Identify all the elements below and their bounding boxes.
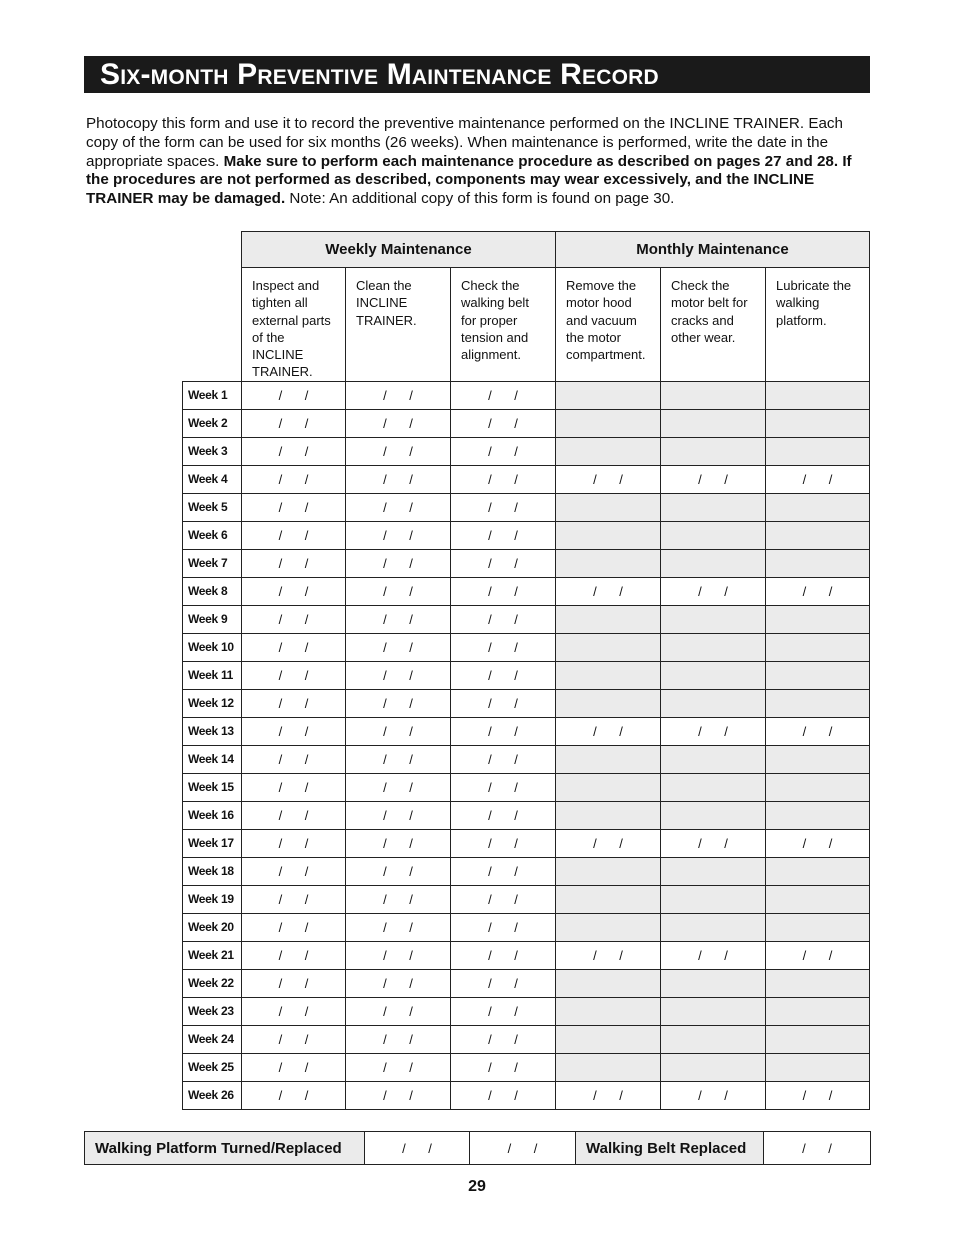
date-cell[interactable]: / / <box>451 773 556 801</box>
week-label: Week 14 <box>183 745 242 773</box>
date-cell[interactable]: / / <box>451 745 556 773</box>
date-cell[interactable]: / / <box>242 801 346 829</box>
date-cell[interactable]: / / <box>346 829 451 857</box>
shaded-cell <box>556 1053 661 1081</box>
date-cell[interactable]: / / <box>242 633 346 661</box>
table-row <box>183 997 870 1025</box>
shaded-cell <box>556 969 661 997</box>
date-cell[interactable]: / / <box>242 549 346 577</box>
date-cell[interactable]: / / <box>346 997 451 1025</box>
date-cell[interactable]: / / <box>346 1025 451 1053</box>
shaded-cell <box>766 857 870 885</box>
week-label: Week 24 <box>183 1025 242 1053</box>
date-cell[interactable]: / / <box>346 465 451 493</box>
date-cell[interactable]: / / <box>766 941 870 969</box>
date-cell[interactable]: / / <box>766 717 870 745</box>
date-cell[interactable]: / / <box>451 521 556 549</box>
shaded-cell <box>661 689 766 717</box>
date-cell[interactable]: / / <box>242 577 346 605</box>
date-cell[interactable]: / / <box>346 381 451 409</box>
shaded-cell <box>766 661 870 689</box>
date-cell[interactable]: / / <box>451 829 556 857</box>
date-cell[interactable]: / / <box>451 549 556 577</box>
shaded-cell <box>766 969 870 997</box>
week-label: Week 10 <box>183 633 242 661</box>
date-cell[interactable]: / / <box>242 409 346 437</box>
week-label: Week 5 <box>183 493 242 521</box>
task-check-belt: Check the walking belt for proper tension and alignment. <box>451 268 556 382</box>
table-row <box>183 1053 870 1081</box>
date-cell[interactable]: / / <box>242 437 346 465</box>
shaded-cell <box>661 605 766 633</box>
table-row <box>183 689 870 717</box>
date-cell[interactable]: / / <box>346 801 451 829</box>
table-row <box>183 493 870 521</box>
date-cell[interactable]: / / <box>346 605 451 633</box>
belt-date[interactable]: / / <box>764 1132 871 1165</box>
platform-date-1[interactable]: / / <box>365 1132 470 1165</box>
belt-label: Walking Belt Replaced <box>576 1132 764 1165</box>
shaded-cell <box>556 745 661 773</box>
shaded-cell <box>661 1053 766 1081</box>
shaded-cell <box>766 1053 870 1081</box>
shaded-cell <box>556 773 661 801</box>
table-row <box>183 829 870 857</box>
shaded-cell <box>556 857 661 885</box>
maintenance-table <box>182 231 870 1110</box>
date-cell[interactable]: / / <box>451 689 556 717</box>
intro-text-1: Photocopy this form and use it to record the preventive maintenance performed on the INCLINE TRAINER. Each copy of the form can be used for six months (26 weeks). When maintenance is performed, write the date in the appropriate spaces. <box>86 115 843 170</box>
shaded-cell <box>661 1025 766 1053</box>
date-cell[interactable]: / / <box>661 577 766 605</box>
table-row <box>183 801 870 829</box>
date-cell[interactable]: / / <box>346 577 451 605</box>
date-cell[interactable]: / / <box>556 941 661 969</box>
shaded-cell <box>766 773 870 801</box>
week-label: Week 9 <box>183 605 242 633</box>
shaded-cell <box>556 661 661 689</box>
table-row <box>183 661 870 689</box>
date-cell[interactable]: / / <box>346 941 451 969</box>
shaded-cell <box>556 913 661 941</box>
date-cell[interactable]: / / <box>451 941 556 969</box>
week-label: Week 21 <box>183 941 242 969</box>
date-cell[interactable]: / / <box>451 1081 556 1109</box>
date-cell[interactable]: / / <box>451 437 556 465</box>
date-cell[interactable]: / / <box>242 745 346 773</box>
shaded-cell <box>556 689 661 717</box>
date-cell[interactable]: / / <box>346 885 451 913</box>
week-label: Week 15 <box>183 773 242 801</box>
table-row <box>183 521 870 549</box>
date-cell[interactable]: / / <box>242 717 346 745</box>
shaded-cell <box>766 409 870 437</box>
table-row <box>183 577 870 605</box>
date-cell[interactable]: / / <box>346 1081 451 1109</box>
week-label: Week 4 <box>183 465 242 493</box>
shaded-cell <box>556 521 661 549</box>
shaded-cell <box>766 437 870 465</box>
shaded-cell <box>766 381 870 409</box>
shaded-cell <box>766 689 870 717</box>
table-row <box>183 941 870 969</box>
date-cell[interactable]: / / <box>346 493 451 521</box>
date-cell[interactable]: / / <box>556 465 661 493</box>
date-cell[interactable]: / / <box>346 913 451 941</box>
week-label: Week 22 <box>183 969 242 997</box>
week-label: Week 13 <box>183 717 242 745</box>
week-label: Week 2 <box>183 409 242 437</box>
date-cell[interactable]: / / <box>242 493 346 521</box>
date-cell[interactable]: / / <box>242 941 346 969</box>
date-cell[interactable]: / / <box>766 465 870 493</box>
date-cell[interactable]: / / <box>451 913 556 941</box>
date-cell[interactable]: / / <box>242 997 346 1025</box>
date-cell[interactable]: / / <box>661 941 766 969</box>
shaded-cell <box>661 661 766 689</box>
shaded-cell <box>661 885 766 913</box>
shaded-cell <box>766 997 870 1025</box>
date-cell[interactable]: / / <box>556 717 661 745</box>
table-row <box>183 913 870 941</box>
shaded-cell <box>556 381 661 409</box>
date-cell[interactable]: / / <box>242 521 346 549</box>
shaded-cell <box>661 801 766 829</box>
table-row <box>183 605 870 633</box>
footer-table <box>84 1131 871 1165</box>
date-cell[interactable]: / / <box>451 577 556 605</box>
week-label: Week 11 <box>183 661 242 689</box>
shaded-cell <box>556 1025 661 1053</box>
shaded-cell <box>766 521 870 549</box>
platform-label: Walking Platform Turned/Replaced <box>85 1132 365 1165</box>
shaded-cell <box>766 633 870 661</box>
date-cell[interactable]: / / <box>346 689 451 717</box>
date-cell[interactable]: / / <box>242 913 346 941</box>
week-label: Week 26 <box>183 1081 242 1109</box>
table-row <box>183 549 870 577</box>
title-bar <box>84 56 870 93</box>
date-cell[interactable]: / / <box>242 857 346 885</box>
shaded-cell <box>661 521 766 549</box>
date-cell[interactable]: / / <box>451 409 556 437</box>
date-cell[interactable]: / / <box>451 1053 556 1081</box>
week-label: Week 23 <box>183 997 242 1025</box>
weeks-body <box>183 381 870 1109</box>
date-cell[interactable]: / / <box>451 801 556 829</box>
date-cell[interactable]: / / <box>242 381 346 409</box>
date-cell[interactable]: / / <box>346 409 451 437</box>
shaded-cell <box>556 409 661 437</box>
shaded-cell <box>766 549 870 577</box>
platform-date-2[interactable]: / / <box>470 1132 576 1165</box>
table-row <box>183 773 870 801</box>
table-row <box>183 969 870 997</box>
date-cell[interactable]: / / <box>661 717 766 745</box>
date-cell[interactable]: / / <box>346 1053 451 1081</box>
date-cell[interactable]: / / <box>242 1025 346 1053</box>
week-label: Week 17 <box>183 829 242 857</box>
week-label: Week 12 <box>183 689 242 717</box>
date-cell[interactable]: / / <box>661 829 766 857</box>
date-cell[interactable]: / / <box>766 577 870 605</box>
task-check-motor-belt: Check the motor belt for cracks and other wear. <box>661 268 766 382</box>
page-title: Six-month Preventive Maintenance Record <box>100 58 659 91</box>
date-cell[interactable]: / / <box>661 465 766 493</box>
shaded-cell <box>766 801 870 829</box>
week-label: Week 8 <box>183 577 242 605</box>
shaded-cell <box>556 437 661 465</box>
date-cell[interactable]: / / <box>346 717 451 745</box>
shaded-cell <box>661 409 766 437</box>
shaded-cell <box>661 773 766 801</box>
shaded-cell <box>661 633 766 661</box>
week-label: Week 25 <box>183 1053 242 1081</box>
date-cell[interactable]: / / <box>346 521 451 549</box>
table-row <box>183 465 870 493</box>
date-cell[interactable]: / / <box>242 465 346 493</box>
shaded-cell <box>766 1025 870 1053</box>
table-row <box>183 409 870 437</box>
shaded-cell <box>661 437 766 465</box>
shaded-cell <box>661 745 766 773</box>
shaded-cell <box>556 549 661 577</box>
date-cell[interactable]: / / <box>451 633 556 661</box>
date-cell[interactable]: / / <box>451 997 556 1025</box>
table-row <box>183 717 870 745</box>
date-cell[interactable]: / / <box>556 577 661 605</box>
date-cell[interactable]: / / <box>451 465 556 493</box>
date-cell[interactable]: / / <box>242 773 346 801</box>
date-cell[interactable]: / / <box>346 549 451 577</box>
shaded-cell <box>661 997 766 1025</box>
week-label: Week 1 <box>183 381 242 409</box>
week-label: Week 18 <box>183 857 242 885</box>
shaded-cell <box>661 549 766 577</box>
shaded-cell <box>556 633 661 661</box>
table-row <box>183 885 870 913</box>
date-cell[interactable]: / / <box>242 1053 346 1081</box>
shaded-cell <box>556 605 661 633</box>
date-cell[interactable]: / / <box>242 661 346 689</box>
intro-text-2: Note: An additional copy of this form is found on page 30. <box>285 190 675 208</box>
date-cell[interactable]: / / <box>451 661 556 689</box>
shaded-cell <box>661 493 766 521</box>
date-cell[interactable]: / / <box>242 829 346 857</box>
page-number: 29 <box>468 1178 486 1195</box>
date-cell[interactable]: / / <box>556 829 661 857</box>
date-cell[interactable]: / / <box>346 745 451 773</box>
date-cell[interactable]: / / <box>346 661 451 689</box>
date-cell[interactable]: / / <box>451 1025 556 1053</box>
table-row <box>183 437 870 465</box>
task-lubricate: Lubricate the walking platform. <box>766 268 870 382</box>
date-cell[interactable]: / / <box>242 605 346 633</box>
corner-blank-2 <box>183 268 242 382</box>
week-label: Week 16 <box>183 801 242 829</box>
intro-bold-warning: Make sure to perform each maintenance procedure as described on pages 27 and 28. If the procedures are not performed as described, components may wear excessively, and the INCLINE TRAINER may be damaged. <box>86 152 852 208</box>
shaded-cell <box>766 745 870 773</box>
task-clean: Clean the INCLINE TRAINER. <box>346 268 451 382</box>
date-cell[interactable]: / / <box>346 633 451 661</box>
date-cell[interactable]: / / <box>451 605 556 633</box>
shaded-cell <box>556 885 661 913</box>
week-label: Week 19 <box>183 885 242 913</box>
date-cell[interactable]: / / <box>556 1081 661 1109</box>
date-cell[interactable]: / / <box>451 493 556 521</box>
date-cell[interactable]: / / <box>661 1081 766 1109</box>
shaded-cell <box>556 493 661 521</box>
shaded-cell <box>766 913 870 941</box>
date-cell[interactable]: / / <box>451 969 556 997</box>
date-cell[interactable]: / / <box>346 437 451 465</box>
week-label: Week 3 <box>183 437 242 465</box>
table-row <box>183 1025 870 1053</box>
weekly-header: Weekly Maintenance <box>242 232 556 268</box>
date-cell[interactable]: / / <box>242 885 346 913</box>
intro-paragraph <box>86 115 870 209</box>
shaded-cell <box>661 381 766 409</box>
task-vacuum-motor: Remove the motor hood and vacuum the motor compartment. <box>556 268 661 382</box>
table-row <box>183 857 870 885</box>
date-cell[interactable]: / / <box>451 857 556 885</box>
date-cell[interactable]: / / <box>242 969 346 997</box>
table-row <box>183 633 870 661</box>
shaded-cell <box>661 969 766 997</box>
date-cell[interactable]: / / <box>242 689 346 717</box>
table-row <box>183 381 870 409</box>
date-cell[interactable]: / / <box>451 381 556 409</box>
table-row <box>183 1081 870 1109</box>
shaded-cell <box>556 997 661 1025</box>
date-cell[interactable]: / / <box>451 717 556 745</box>
shaded-cell <box>766 885 870 913</box>
date-cell[interactable]: / / <box>451 885 556 913</box>
shaded-cell <box>661 913 766 941</box>
date-cell[interactable]: / / <box>346 773 451 801</box>
shaded-cell <box>766 493 870 521</box>
date-cell[interactable]: / / <box>766 829 870 857</box>
date-cell[interactable]: / / <box>766 1081 870 1109</box>
table-row <box>183 745 870 773</box>
week-label: Week 20 <box>183 913 242 941</box>
week-label: Week 7 <box>183 549 242 577</box>
date-cell[interactable]: / / <box>242 1081 346 1109</box>
date-cell[interactable]: / / <box>346 969 451 997</box>
date-cell[interactable]: / / <box>346 857 451 885</box>
corner-blank <box>183 232 242 268</box>
shaded-cell <box>556 801 661 829</box>
shaded-cell <box>766 605 870 633</box>
shaded-cell <box>661 857 766 885</box>
week-label: Week 6 <box>183 521 242 549</box>
monthly-header: Monthly Maintenance <box>556 232 870 268</box>
task-inspect-parts: Inspect and tighten all external parts of the INCLINE TRAINER. <box>242 268 346 382</box>
